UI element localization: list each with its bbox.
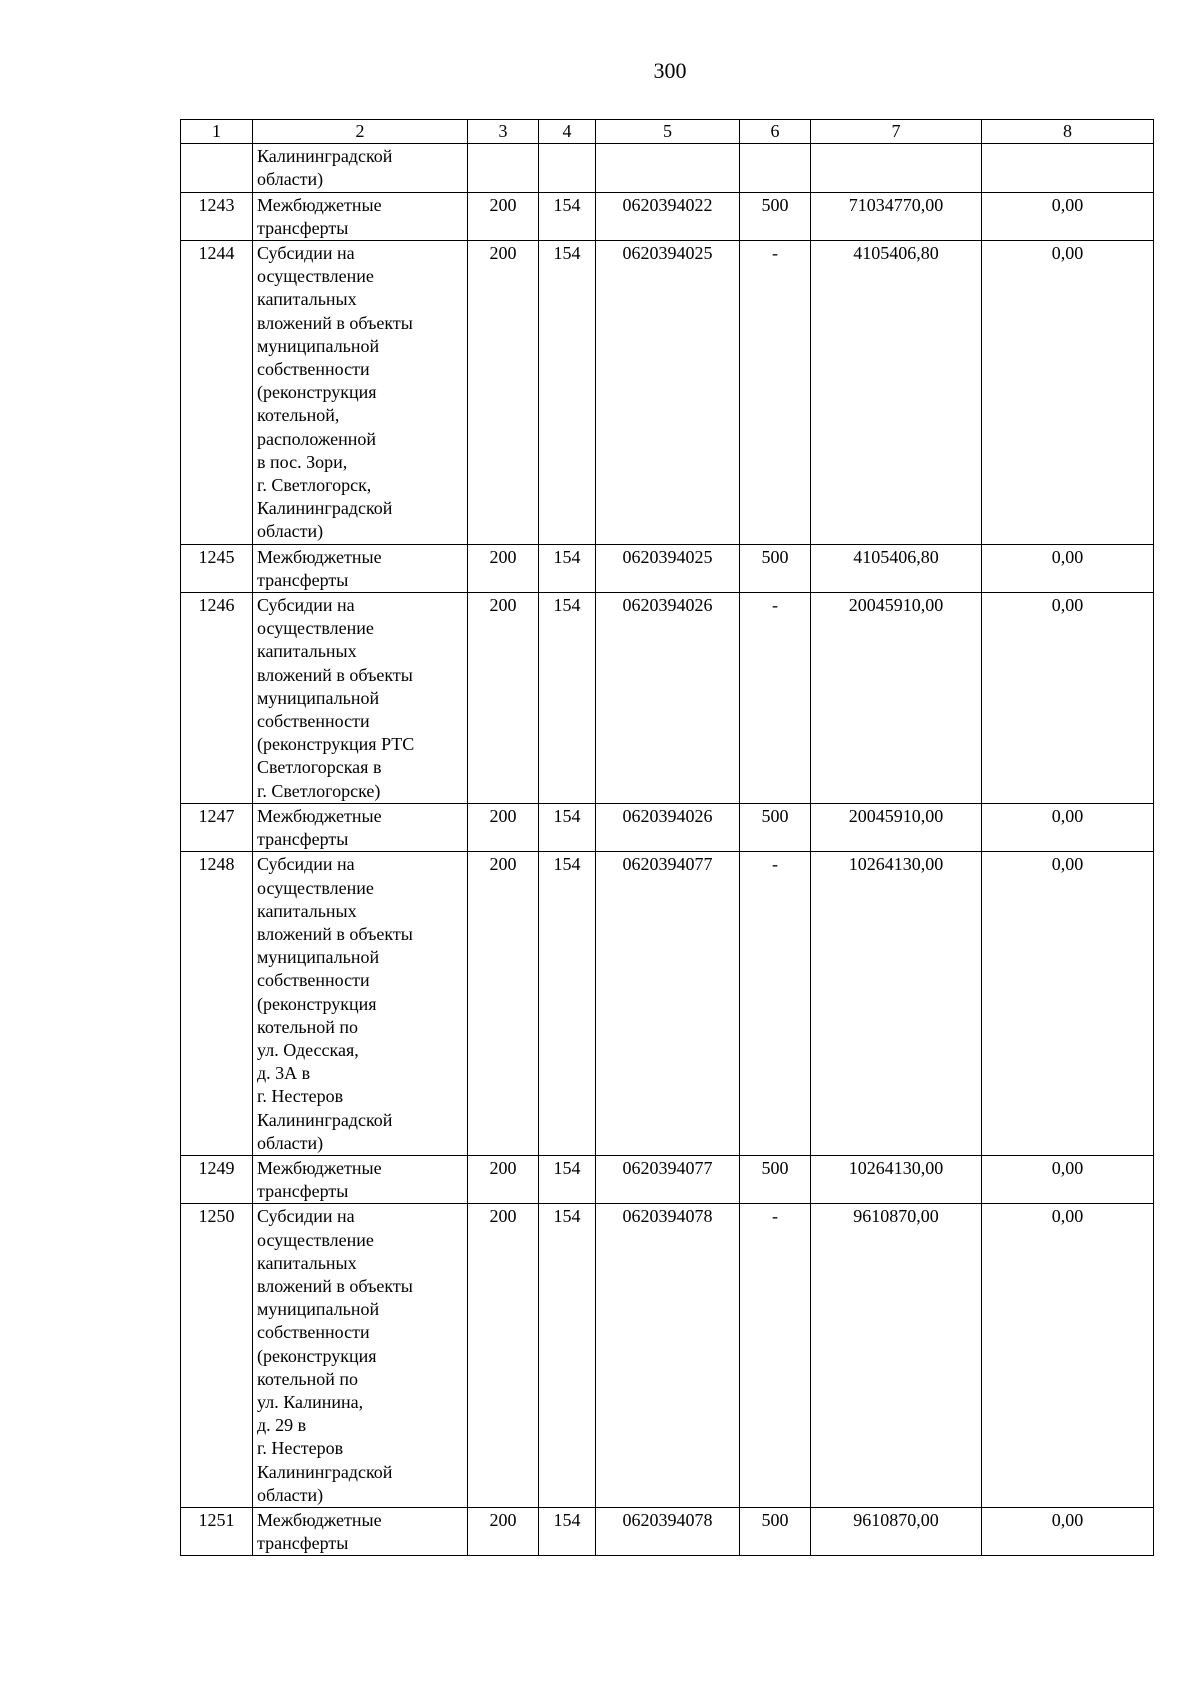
amount-value: 10264130,00	[811, 1155, 982, 1203]
row-number: 1250	[181, 1204, 253, 1508]
column-number: 2	[253, 120, 468, 144]
item-name-line: муниципальной	[257, 335, 380, 356]
item-name-line: Субсидии на	[257, 854, 355, 875]
section-code: 200	[468, 593, 539, 804]
column-number: 1	[181, 120, 253, 144]
target-article-code: 0620394025	[596, 241, 740, 545]
item-name-line: трансферты	[257, 569, 349, 590]
amount-value-2	[982, 144, 1154, 192]
item-name-line: муниципальной	[257, 947, 380, 968]
item-name-line: области)	[257, 169, 324, 190]
item-name	[253, 144, 468, 192]
item-name-line: капитальных	[257, 900, 357, 921]
section-code	[468, 144, 539, 192]
row-number: 1244	[181, 241, 253, 545]
amount-value-2: 0,00	[982, 803, 1154, 851]
table-row	[181, 1507, 1154, 1555]
row-number	[181, 144, 253, 192]
item-name-line: вложений в объекты	[257, 1275, 413, 1296]
amount-value-2: 0,00	[982, 241, 1154, 545]
section-code: 200	[468, 241, 539, 545]
item-name-line: Калининградской	[257, 1109, 393, 1130]
item-name-line: осуществление	[257, 1229, 374, 1250]
item-name-line: осуществление	[257, 266, 374, 287]
column-number-row	[181, 120, 1154, 144]
item-name-line: осуществление	[257, 877, 374, 898]
column-number: 5	[596, 120, 740, 144]
subsection-code: 154	[539, 241, 596, 545]
target-article-code	[596, 144, 740, 192]
item-name-line: трансферты	[257, 1181, 349, 1202]
item-name-line: Субсидии на	[257, 595, 355, 616]
amount-value: 71034770,00	[811, 192, 982, 240]
item-name-line: трансферты	[257, 829, 349, 850]
subsection-code: 154	[539, 544, 596, 592]
item-name-line: г. Светлогорск,	[257, 475, 372, 496]
amount-value-2: 0,00	[982, 1507, 1154, 1555]
table-row	[181, 241, 1154, 545]
amount-value-2: 0,00	[982, 544, 1154, 592]
item-name-line: ул. Одесская,	[257, 1039, 359, 1060]
expense-type-code: -	[740, 241, 811, 545]
item-name-line: капитальных	[257, 641, 357, 662]
table-body	[181, 120, 1154, 1556]
item-name-line: осуществление	[257, 618, 374, 639]
column-number: 3	[468, 120, 539, 144]
row-number: 1247	[181, 803, 253, 851]
item-name	[253, 1155, 468, 1203]
item-name-line: собственности	[257, 1322, 370, 1343]
row-number: 1248	[181, 852, 253, 1156]
row-number: 1243	[181, 192, 253, 240]
expense-type-code	[740, 144, 811, 192]
item-name-line: трансферты	[257, 1533, 349, 1554]
amount-value-2: 0,00	[982, 192, 1154, 240]
table-row	[181, 192, 1154, 240]
item-name-line: г. Нестеров	[257, 1438, 344, 1459]
subsection-code: 154	[539, 803, 596, 851]
section-code: 200	[468, 1204, 539, 1508]
item-name-line: д. 29 в	[257, 1415, 307, 1436]
row-number: 1245	[181, 544, 253, 592]
target-article-code: 0620394026	[596, 803, 740, 851]
subsection-code	[539, 144, 596, 192]
item-name-line: Субсидии на	[257, 243, 355, 264]
target-article-code: 0620394077	[596, 1155, 740, 1203]
item-name-line: Светлогорская в	[257, 757, 382, 778]
subsection-code: 154	[539, 1204, 596, 1508]
item-name-line: г. Светлогорске)	[257, 780, 381, 801]
item-name-line: расположенной	[257, 428, 376, 449]
subsection-code: 154	[539, 192, 596, 240]
item-name-line: (реконструкция	[257, 993, 377, 1014]
item-name-line: собственности	[257, 359, 370, 380]
item-name	[253, 544, 468, 592]
section-code: 200	[468, 1155, 539, 1203]
amount-value: 9610870,00	[811, 1507, 982, 1555]
amount-value: 20045910,00	[811, 593, 982, 804]
item-name-line: Калининградской	[257, 498, 393, 519]
target-article-code: 0620394022	[596, 192, 740, 240]
item-name-line: муниципальной	[257, 1299, 380, 1320]
item-name-line: области)	[257, 521, 324, 542]
table-row	[181, 1204, 1154, 1508]
item-name-line: трансферты	[257, 217, 349, 238]
item-name	[253, 241, 468, 545]
item-name-line: области)	[257, 1132, 324, 1153]
expense-type-code: 500	[740, 192, 811, 240]
column-number: 7	[811, 120, 982, 144]
amount-value	[811, 144, 982, 192]
item-name-line: Калининградской	[257, 146, 393, 167]
section-code: 200	[468, 192, 539, 240]
item-name-line: (реконструкция	[257, 382, 377, 403]
item-name	[253, 803, 468, 851]
section-code: 200	[468, 852, 539, 1156]
expense-type-code: -	[740, 1204, 811, 1508]
item-name-line: (реконструкция РТС	[257, 734, 415, 755]
target-article-code: 0620394077	[596, 852, 740, 1156]
item-name-line: Субсидии на	[257, 1206, 355, 1227]
target-article-code: 0620394078	[596, 1507, 740, 1555]
expense-type-code: -	[740, 593, 811, 804]
item-name-line: Межбюджетные	[257, 1509, 382, 1530]
column-number: 4	[539, 120, 596, 144]
expense-type-code: 500	[740, 1155, 811, 1203]
page-number: 300	[653, 58, 687, 83]
item-name-line: Межбюджетные	[257, 805, 382, 826]
table-row	[181, 144, 1154, 192]
item-name	[253, 1507, 468, 1555]
amount-value: 9610870,00	[811, 1204, 982, 1508]
subsection-code: 154	[539, 1507, 596, 1555]
item-name-line: ул. Калинина,	[257, 1391, 364, 1412]
amount-value-2: 0,00	[982, 1204, 1154, 1508]
section-code: 200	[468, 803, 539, 851]
table-row	[181, 544, 1154, 592]
item-name-line: Межбюджетные	[257, 194, 382, 215]
item-name-line: в пос. Зори,	[257, 451, 348, 472]
item-name-line: (реконструкция	[257, 1345, 377, 1366]
row-number: 1246	[181, 593, 253, 804]
item-name-line: котельной,	[257, 405, 340, 426]
row-number: 1249	[181, 1155, 253, 1203]
item-name-line: области)	[257, 1484, 324, 1505]
item-name	[253, 192, 468, 240]
target-article-code: 0620394078	[596, 1204, 740, 1508]
amount-value-2: 0,00	[982, 852, 1154, 1156]
subsection-code: 154	[539, 852, 596, 1156]
amount-value: 4105406,80	[811, 241, 982, 545]
table-row	[181, 803, 1154, 851]
budget-table	[180, 119, 1154, 1556]
section-code: 200	[468, 1507, 539, 1555]
item-name-line: вложений в объекты	[257, 312, 413, 333]
subsection-code: 154	[539, 1155, 596, 1203]
item-name-line: котельной по	[257, 1016, 359, 1037]
item-name-line: Калининградской	[257, 1461, 393, 1482]
row-number: 1251	[181, 1507, 253, 1555]
item-name	[253, 1204, 468, 1508]
item-name-line: капитальных	[257, 289, 357, 310]
item-name-line: собственности	[257, 970, 370, 991]
item-name-line: собственности	[257, 711, 370, 732]
item-name	[253, 593, 468, 804]
item-name-line: капитальных	[257, 1252, 357, 1273]
item-name-line: котельной по	[257, 1368, 359, 1389]
expense-type-code: 500	[740, 1507, 811, 1555]
column-number: 8	[982, 120, 1154, 144]
item-name-line: муниципальной	[257, 687, 380, 708]
target-article-code: 0620394026	[596, 593, 740, 804]
item-name-line: г. Нестеров	[257, 1086, 344, 1107]
section-code: 200	[468, 544, 539, 592]
item-name-line: вложений в объекты	[257, 923, 413, 944]
target-article-code: 0620394025	[596, 544, 740, 592]
amount-value-2: 0,00	[982, 593, 1154, 804]
item-name-line: вложений в объекты	[257, 664, 413, 685]
amount-value: 10264130,00	[811, 852, 982, 1156]
amount-value-2: 0,00	[982, 1155, 1154, 1203]
amount-value: 20045910,00	[811, 803, 982, 851]
table-row	[181, 852, 1154, 1156]
expense-type-code: 500	[740, 803, 811, 851]
table-row	[181, 1155, 1154, 1203]
amount-value: 4105406,80	[811, 544, 982, 592]
table-row	[181, 593, 1154, 804]
item-name-line: Межбюджетные	[257, 546, 382, 567]
item-name	[253, 852, 468, 1156]
item-name-line: Межбюджетные	[257, 1157, 382, 1178]
column-number: 6	[740, 120, 811, 144]
expense-type-code: 500	[740, 544, 811, 592]
item-name-line: д. 3А в	[257, 1063, 311, 1084]
subsection-code: 154	[539, 593, 596, 804]
expense-type-code: -	[740, 852, 811, 1156]
